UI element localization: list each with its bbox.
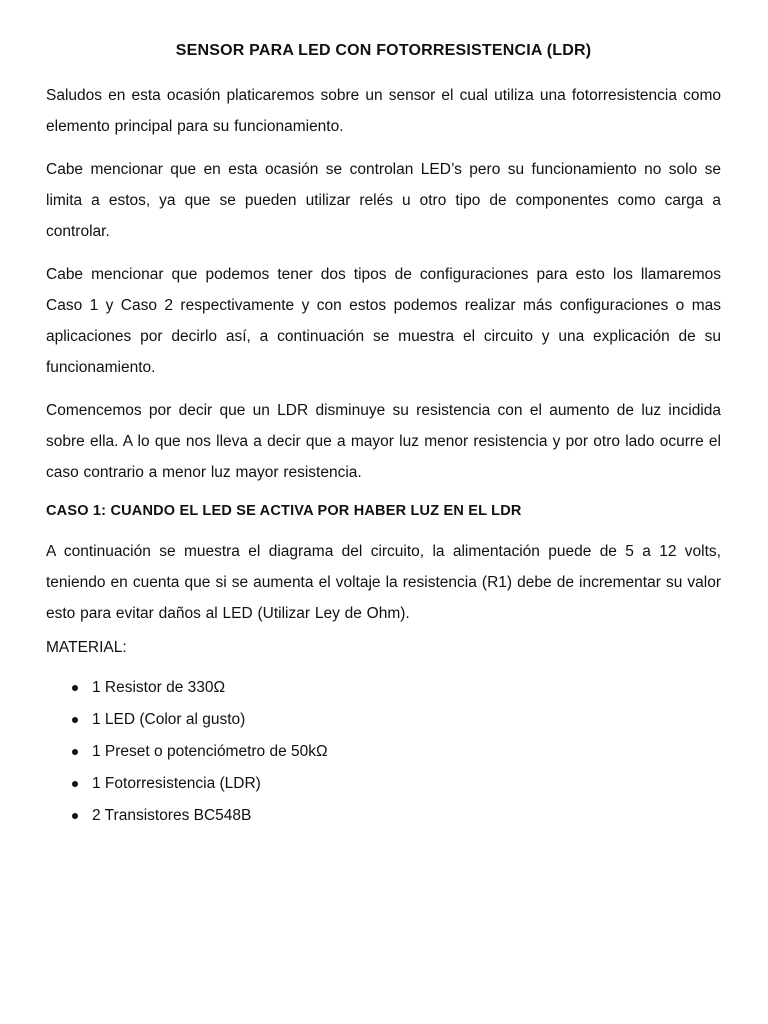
material-item-text: 1 Resistor de 330Ω: [92, 679, 226, 696]
list-item: [46, 773, 721, 795]
paragraph-leds: Cabe mencionar que en esta ocasión se controlan LED’s pero su funcionamiento no solo se limita a estos, ya que se pueden utilizar relés u otro tipo de componentes como carga a controlar.: [46, 161, 721, 240]
document-title: SENSOR PARA LED CON FOTORRESISTENCIA (LDR): [175, 42, 592, 59]
paragraph-case1-description: A continuación se muestra el diagrama del circuito, la alimentación puede de 5 a 12 volts, teniendo en cuenta que si se aumenta el voltaje la resistencia (R1) debe de incrementar su valor esto para evitar daños al LED (Utilizar Ley de Ohm).: [46, 543, 721, 622]
bullet-icon: [72, 685, 78, 691]
bullet-icon: [72, 749, 78, 755]
bullet-icon: [72, 813, 78, 819]
paragraph-intro: Saludos en esta ocasión platicaremos sobre un sensor el cual utiliza una fotorresistencia como elemento principal para su funcionamiento.: [46, 87, 721, 135]
material-item-text: 1 Fotorresistencia (LDR): [92, 775, 261, 792]
list-item: [46, 741, 721, 763]
list-item: [46, 805, 721, 827]
bullet-icon: [72, 781, 78, 787]
material-label: MATERIAL:: [46, 639, 127, 656]
material-item-text: 1 LED (Color al gusto): [92, 711, 246, 728]
list-item: [46, 677, 721, 699]
bullet-icon: [72, 717, 78, 723]
list-item: [46, 709, 721, 731]
case1-heading: CASO 1: CUANDO EL LED SE ACTIVA POR HABER LUZ EN EL LDR: [46, 503, 522, 519]
paragraph-configurations: Cabe mencionar que podemos tener dos tipos de configuraciones para esto los llamaremos Caso 1 y Caso 2 respectivamente y con estos podemos realizar más configuraciones o mas aplicaciones por decirlo así, a continuación se muestra el circuito y una explicación de su funcionamiento.: [46, 266, 721, 376]
material-item-text: 2 Transistores BC548B: [92, 807, 252, 824]
document-page: [46, 40, 721, 837]
material-item-text: 1 Preset o potenciómetro de 50kΩ: [92, 743, 328, 760]
material-list: [46, 677, 721, 827]
paragraph-ldr-behavior: Comencemos por decir que un LDR disminuye su resistencia con el aumento de luz incidida sobre ella. A lo que nos lleva a decir que a mayor luz menor resistencia y por otro lado ocurre el caso contrario a menor luz mayor resistencia.: [46, 402, 721, 481]
